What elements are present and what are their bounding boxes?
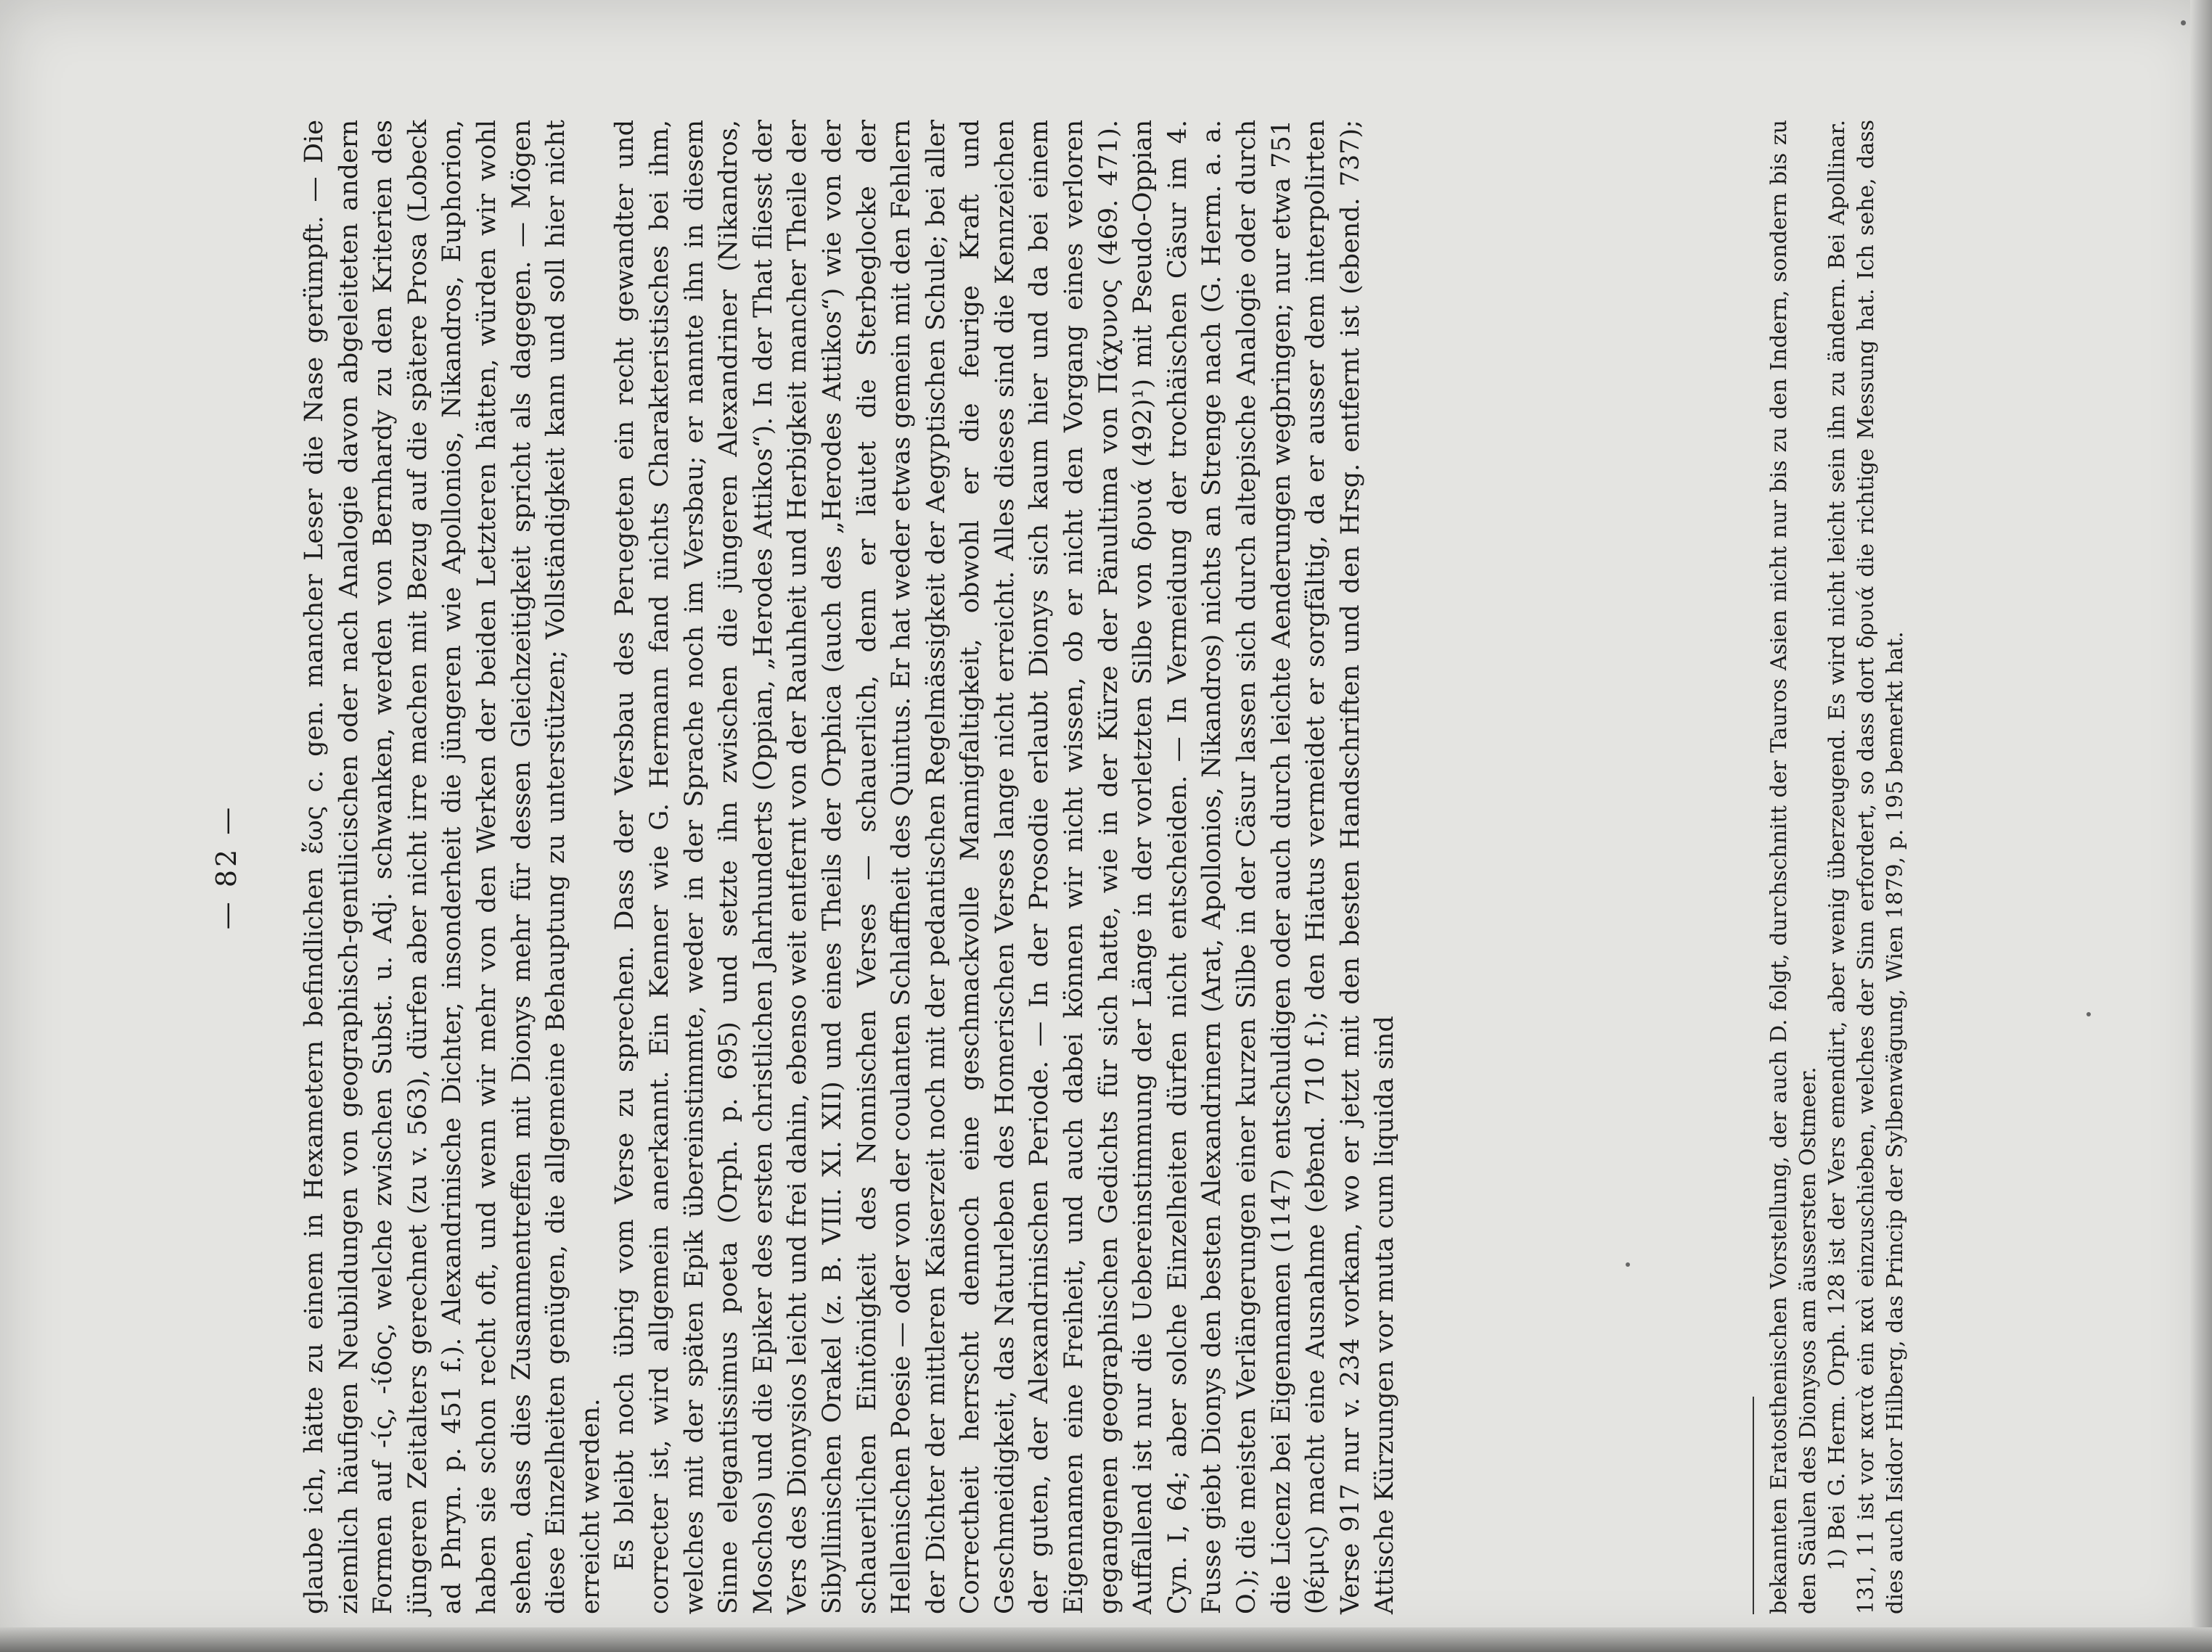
page-edge-shadow-bottom xyxy=(0,1627,2212,1652)
footnotes xyxy=(1765,120,1910,1614)
paragraph: glaube ich, hätte zu einem in Hexametern befindlichen ἕως c. gen. mancher Leser die Nase gerümpft. — Die ziemlich häufigen Neubildungen von geographisch-gentilicischen oder nach Analogie davon abgeleiteten andern Formen auf -ίς, -ίδος, welche zwischen Subst. u. Adj. schwanken, werden von Bernhardy zu den Kriterien des jüngeren Zeitalters gerechnet (zu v. 563), dürfen aber nicht irre machen mit Bezug auf die spätere Prosa (Lobeck ad Phryn. p. 451 f.). Alexandrinische Dichter, insonderheit die jüngeren wie Apollonios, Nikandros, Euphorion, haben sie schon recht oft, und wenn wir mehr von den Werken der beiden Letzteren hätten, würden wir wohl sehen, dass dies Zusammentreffen mit Dionys mehr für dessen Gleichzeitigkeit spricht als dagegen. — Mögen diese Einzelheiten genügen, die allgemeine Behauptung zu unterstützen; Vollständigkeit kann und soll hier nicht erreicht werden. xyxy=(300,120,605,1614)
footnote: bekannten Eratosthenischen Vorstellung, der auch D. folgt, durchschnitt der Tauros Asien nicht nur bis zu den Indern, sondern bis zu den Säulen des Dionysos am äussersten Ostmeer. xyxy=(1766,120,1821,1614)
footnote-separator xyxy=(1753,1397,1754,1614)
page-number: — 82 — xyxy=(210,804,242,930)
rotated-page-content xyxy=(189,120,2134,1614)
body-text xyxy=(298,120,1403,1614)
page-edge-shadow-right xyxy=(2190,0,2212,1652)
dust-speck xyxy=(2181,20,2186,25)
footnote: 1) Bei G. Herm. Orph. 128 ist der Vers emendirt, aber wenig überzeugend. Es wird nicht leicht sein ihn zu ändern. Bei Apollinar. 131, 11 ist vor κατὰ ein καὶ einzuschieben, welches der Sinn erfordert, so dass dort δρυιά die richtige Messung hat. Ich sehe, dass dies auch Isidor Hilberg, das Princip der Sylbenwägung, Wien 1879, p. 195 bemerkt hat. xyxy=(1824,120,1908,1614)
paragraph: Es bleibt noch übrig vom Verse zu sprechen. Dass der Versbau des Perιegeten ein recht gewandter und correcter ist, wird allgemein anerkannt. Ein Kenner wie G. Hermann fand nichts Charakteristisches bei ihm, welches mit der späten Epik übereinstimmte, weder in der Sprache noch im Versbau; er nannte ihn in diesem Sinne elegantissimus poeta (Orph. p. 695) und setzte ihn zwischen die jüngeren Alexandriner (Nikandros, Moschos) und die Epiker des ersten christlichen Jahrhunderts (Oppian, „Herodes Attikos“). In der That fliesst der Vers des Dionysios leicht und frei dahin, ebenso weit entfernt von der Rauhheit und Herbigkeit mancher Theile der Sibyllinischen Orakel (z. B. VIII. XI. XII) und eines Theils der Orphica (auch des „Herodes Attikos“) wie von der schauerlichen Eintönigkeit des Nonnischen Verses — schauerlich, denn er läutet die Sterbeglocke der Hellenischen Poesie — oder von der coulanten Schlaffheit des Quintus. Er hat weder etwas gemein mit den Fehlern der Dichter der mittleren Kaiserzeit noch mit der pedantischen Regelmässigkeit der Aegyptischen Schule; bei aller Correctheit herrscht dennoch eine geschmackvolle Mannigfaltigkeit, obwohl er die feurige Kraft und Geschmeidigkeit, das Naturleben des Homerischen Verses lange nicht erreicht. Alles dieses sind die Kennzeichen der guten, der Alexandrinischen Periode. — In der Prosodie erlaubt Dionys sich kaum hier und da bei einem Eigennamen eine Freiheit, und auch dabei können wir nicht wissen, ob er nicht den Vorgang eines verloren gegangenen geographischen Gedichts für sich hatte, wie in der Kürze der Pänultima von Πάχυνος (469. 471). Auffallend ist nur die Uebereinstimmung der Länge in der vorletzten Silbe von δρυιά (492)¹) mit Pseudo-Oppian Cyn. I, 64; aber solche Einzelheiten dürfen nicht entscheiden. — In Vermeidung der trochäischen Cäsur im 4. Fusse giebt Dionys den besten Alexandrinern (Arat, Apollonios, Nikandros) nichts an Strenge nach (G. Herm. a. a. O.); die meisten Verlängerungen einer kurzen Silbe in der Cäsur lassen sich durch altepische Analogie oder durch die Licenz bei Eigennamen (1147) entschuldigen oder auch durch leichte Aenderungen wegbringen; nur etwa 751 (θέμις) macht eine Ausnahme (ebend. 710 f.); den Hiatus vermeidet er sorgfältig, da er ausser dem interpolirten Verse 917 nur v. 234 vorkam, wo er jetzt mit den besten Handschriften und den Hrsg. entfernt ist (ebend. 737); Attische Kürzungen vor muta cum liquida sind xyxy=(610,120,1400,1614)
